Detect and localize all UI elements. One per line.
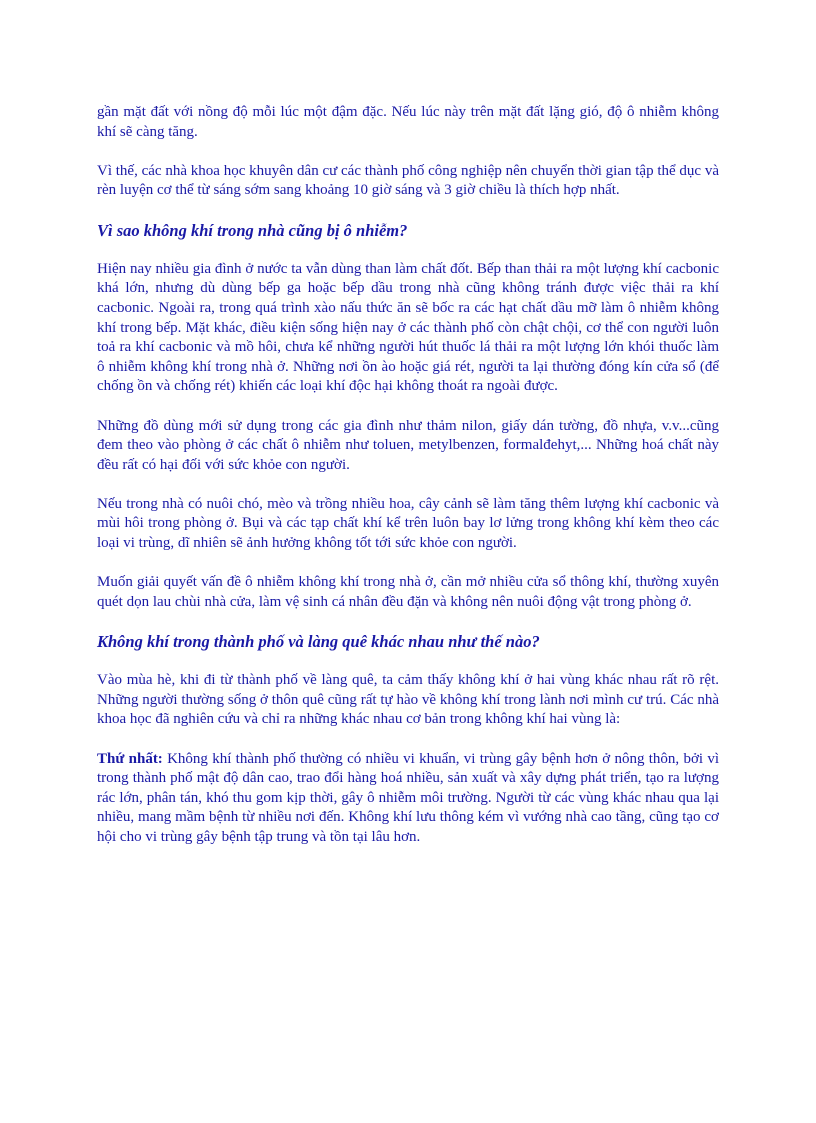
paragraph-city-countryside-intro: Vào mùa hè, khi đi từ thành phố về làng quê, ta cảm thấy không khí ở hai vùng khác nhau rất rõ rệt. Những người thường sống ở thôn quê cũng rất tự hào về không khí trong lành nơi mình cư trú. Các nhà khoa học đã nghiên cứu và chỉ ra những khác nhau cơ bản trong không khí hai vùng là: <box>97 672 719 728</box>
paragraph-point-one <box>97 750 719 848</box>
point-one-lead: Thứ nhất: <box>97 750 163 767</box>
point-one-text: Không khí thành phố thường có nhiều vi khuẩn, vi trùng gây bệnh hơn ở nông thôn, bởi vì trong thành phố mật độ dân cao, trao đổi hàng hoá nhiều, sản xuất và xây dựng phát triển, tạo ra lượng rác lớn, phân tán, khó thu gom kịp thời, gây ô nhiễm môi trường. Người từ các vùng khác nhau qua lại nhiều, mang mầm bệnh từ nhiều nơi đến. Không khí lưu thông kém vì vướng nhà cao tầng, cũng tạo cơ hội cho vi trùng gây bệnh tập trung và tồn tại lâu hơn. <box>97 750 719 845</box>
paragraph-exercise-advice: Vì thế, các nhà khoa học khuyên dân cư các thành phố công nghiệp nên chuyển thời gian tập thể dục và rèn luyện cơ thể từ sáng sớm sang khoảng 10 giờ sáng và 3 giờ chiều là thích hợp nhất. <box>97 162 719 199</box>
paragraph-indoor-sources: Hiện nay nhiều gia đình ở nước ta vẫn dùng than làm chất đốt. Bếp than thải ra một lượng khí cacbonic khá lớn, nhưng dù dùng bếp ga hoặc bếp dầu trong nhà cũng không tránh được việc thải ra khí cacbonic. Ngoài ra, trong quá trình xào nấu thức ăn sẽ bốc ra các hạt chất dầu mỡ làm ô nhiễm không khí trong bếp. Mặt khác, điều kiện sống hiện nay ở các thành phố còn chật chội, cơ thể con người luôn toả ra khí cacbonic và mồ hôi, chưa kể những người hút thuốc lá thải ra một lượng lớn khói thuốc làm ô nhiễm không khí trong nhà ở. Những nơi ồn ào hoặc giá rét, người ta lại thường đóng kín cửa sổ (để chống ồn và chống rét) khiến các loại khí độc hại không thoát ra ngoài được. <box>97 260 719 395</box>
section-heading-city-vs-countryside: Không khí trong thành phố và làng quê khác nhau như thế nào? <box>97 632 540 652</box>
document-page <box>97 103 719 867</box>
paragraph-continuation: gần mặt đất với nồng độ mỗi lúc một đậm đặc. Nếu lúc này trên mặt đất lặng gió, độ ô nhiễm không khí sẽ càng tăng. <box>97 104 719 140</box>
paragraph-pets-plants: Nếu trong nhà có nuôi chó, mèo và trồng nhiều hoa, cây cảnh sẽ làm tăng thêm lượng khí cacbonic và mùi hôi trong phòng ở. Bụi và các tạp chất khí kể trên luôn bay lơ lửng trong không khí kèm theo các loại vi trùng, dĩ nhiên sẽ ảnh hưởng không tốt tới sức khỏe con người. <box>97 495 719 552</box>
paragraph-solutions: Muốn giải quyết vấn đề ô nhiễm không khí trong nhà ở, cần mở nhiều cửa sổ thông khí, thường xuyên quét dọn lau chùi nhà cửa, làm vệ sinh cá nhân đều đặn và không nên nuôi động vật trong phòng ở. <box>97 574 719 610</box>
paragraph-household-items: Những đồ dùng mới sử dụng trong các gia đình như thảm nilon, giấy dán tường, đồ nhựa, v.v...cũng đem theo vào phòng ở các chất ô nhiễm như toluen, metylbenzen, formalđehyt,... Những hoá chất này đều rất có hại đối với sức khỏe con người. <box>97 417 719 473</box>
section-heading-indoor-air: Vì sao không khí trong nhà cũng bị ô nhiễm? <box>97 220 408 240</box>
